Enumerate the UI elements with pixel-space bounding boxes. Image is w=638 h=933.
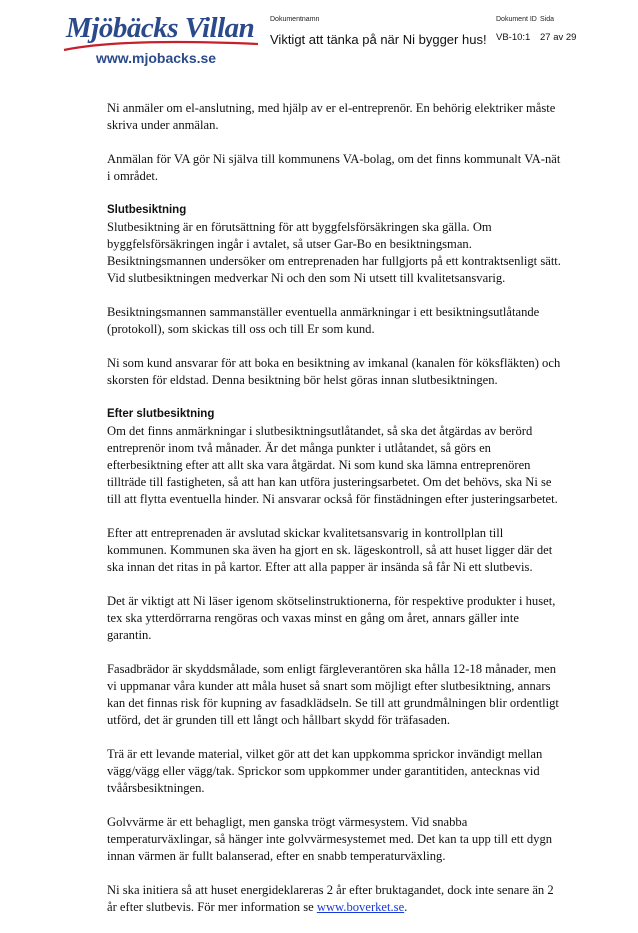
doc-id-label: Dokument ID xyxy=(496,16,537,23)
logo-url: www.mjobacks.se xyxy=(96,50,217,66)
document-body xyxy=(107,100,565,933)
page-label: Sida xyxy=(540,16,555,23)
paragraph-energideklaration xyxy=(107,882,565,916)
heading-slutbesiktning: Slutbesiktning xyxy=(107,204,187,216)
paragraph-tra: Trä är ett levande material, vilket gör att det kan uppkomma sprickor invändigt mellan vägg/vägg eller vägg/tak. Sprickor som uppkommer under garantitiden, antecknas vid tvåårsbesiktningen. xyxy=(107,747,543,795)
paragraph-imkanal: Ni som kund ansvarar för att boka en besiktning av imkanal (kanalen för köksfläkten) och skorsten för eldstad. Denna besiktning bör helst göras innan slutbesiktningen. xyxy=(107,356,561,387)
paragraph-va-anmalan: Anmälan för VA gör Ni själva till kommunens VA-bolag, om det finns kommunalt VA-nät i området. xyxy=(107,152,561,183)
logo-name: Mjöbäcks Villan xyxy=(66,12,255,44)
paragraph-slutbesiktning: Slutbesiktning är en förutsättning för att byggfelsförsäkringen ska gälla. Om byggfelsförsäkringen ingår i avtalet, så utser Gar-Bo en besiktningsman. Besiktningsmannen undersöker om entreprenaden har fullgjorts på ett kontraktsenligt sätt. Vid slutbesiktningen medverkar Ni och den som Ni utsett till kvalitetsansvarig. xyxy=(107,220,561,285)
paragraph-besiktningsutlatande: Besiktningsmannen sammanställer eventuella anmärkningar i ett besiktningsutlåtande (protokoll), som skickas till oss och till Er som kund. xyxy=(107,305,540,336)
paragraph-golvvarme: Golvvärme är ett behagligt, men ganska trögt värmesystem. Vid snabba temperaturväxlingar, så hänger inte golvvärmesystemet med. Det kan ta upp till ett dygn innan värmen är fullt balanserad, efter en snabb temperaturväxling. xyxy=(107,815,553,863)
paragraph-el-anslutning: Ni anmäler om el-anslutning, med hjälp av er el-entreprenör. En behörig elektriker måste skriva under anmälan. xyxy=(107,101,556,132)
energideklaration-text: Ni ska initiera så att huset energideklareras 2 år efter bruktagandet, dock inte senare än 2 år efter slutbevis. För mer information se xyxy=(107,883,554,914)
doc-id-value: VB-10:1 xyxy=(496,32,531,43)
page-value: 27 av 29 xyxy=(540,32,577,43)
paragraph-kontrollplan: Efter att entreprenaden är avslutad skickar kvalitetsansvarig in kontrollplan till kommunen. Kommunen ska även ha gjort en sk. lägeskontroll, så att huset ligger där det ska innan det ritas in på kartor. Efter att alla papper är insända så får Ni ett slutbevis. xyxy=(107,526,553,574)
paragraph-anmarkningar: Om det finns anmärkningar i slutbesiktningsutlåtandet, så ska det åtgärdas av berörd entreprenör inom två månader. Är det många punkter i utlåtandet, så görs en efterbesiktning efter att allt ska vara åtgärdat. Ni som kund ska lämna entreprenören tillträde till fastigheten, så att han kan utföra justeringsarbetet. Om det behövs, ska Ni se till att flytta eventuella hinder. Ni ansvarar också för finstädningen efter justeringsarbetet. xyxy=(107,424,558,506)
paragraph-fasadbrador: Fasadbrädor är skyddsmålade, som enligt färgleverantören ska hålla 12-18 månader, men vi uppmanar våra kunder att måla huset så snart som möjligt efter slutbesiktning, annars kan det finnas risk för kupning av fasadklädseln. Se till att grundmålningen blir ordentligt utförd, det är grunden till ett långt och hållbart skydd för träfasaden. xyxy=(107,662,559,727)
paragraph-skotselinstruktioner: Det är viktigt att Ni läser igenom skötselinstruktionerna, för respektive produkter i huset, tex ska ytterdörrarna rengöras och vaxas minst en gång om året, annars gäller inte garantin. xyxy=(107,594,556,642)
company-logo xyxy=(62,12,262,70)
doc-name-label: Dokumentnamn xyxy=(270,16,320,23)
energideklaration-end: . xyxy=(404,900,408,914)
heading-efter-slutbesiktning: Efter slutbesiktning xyxy=(107,408,215,420)
boverket-link[interactable]: www.boverket.se xyxy=(316,900,405,914)
doc-name-value: Viktigt att tänka på när Ni bygger hus! xyxy=(270,32,487,47)
document-header xyxy=(0,0,638,80)
